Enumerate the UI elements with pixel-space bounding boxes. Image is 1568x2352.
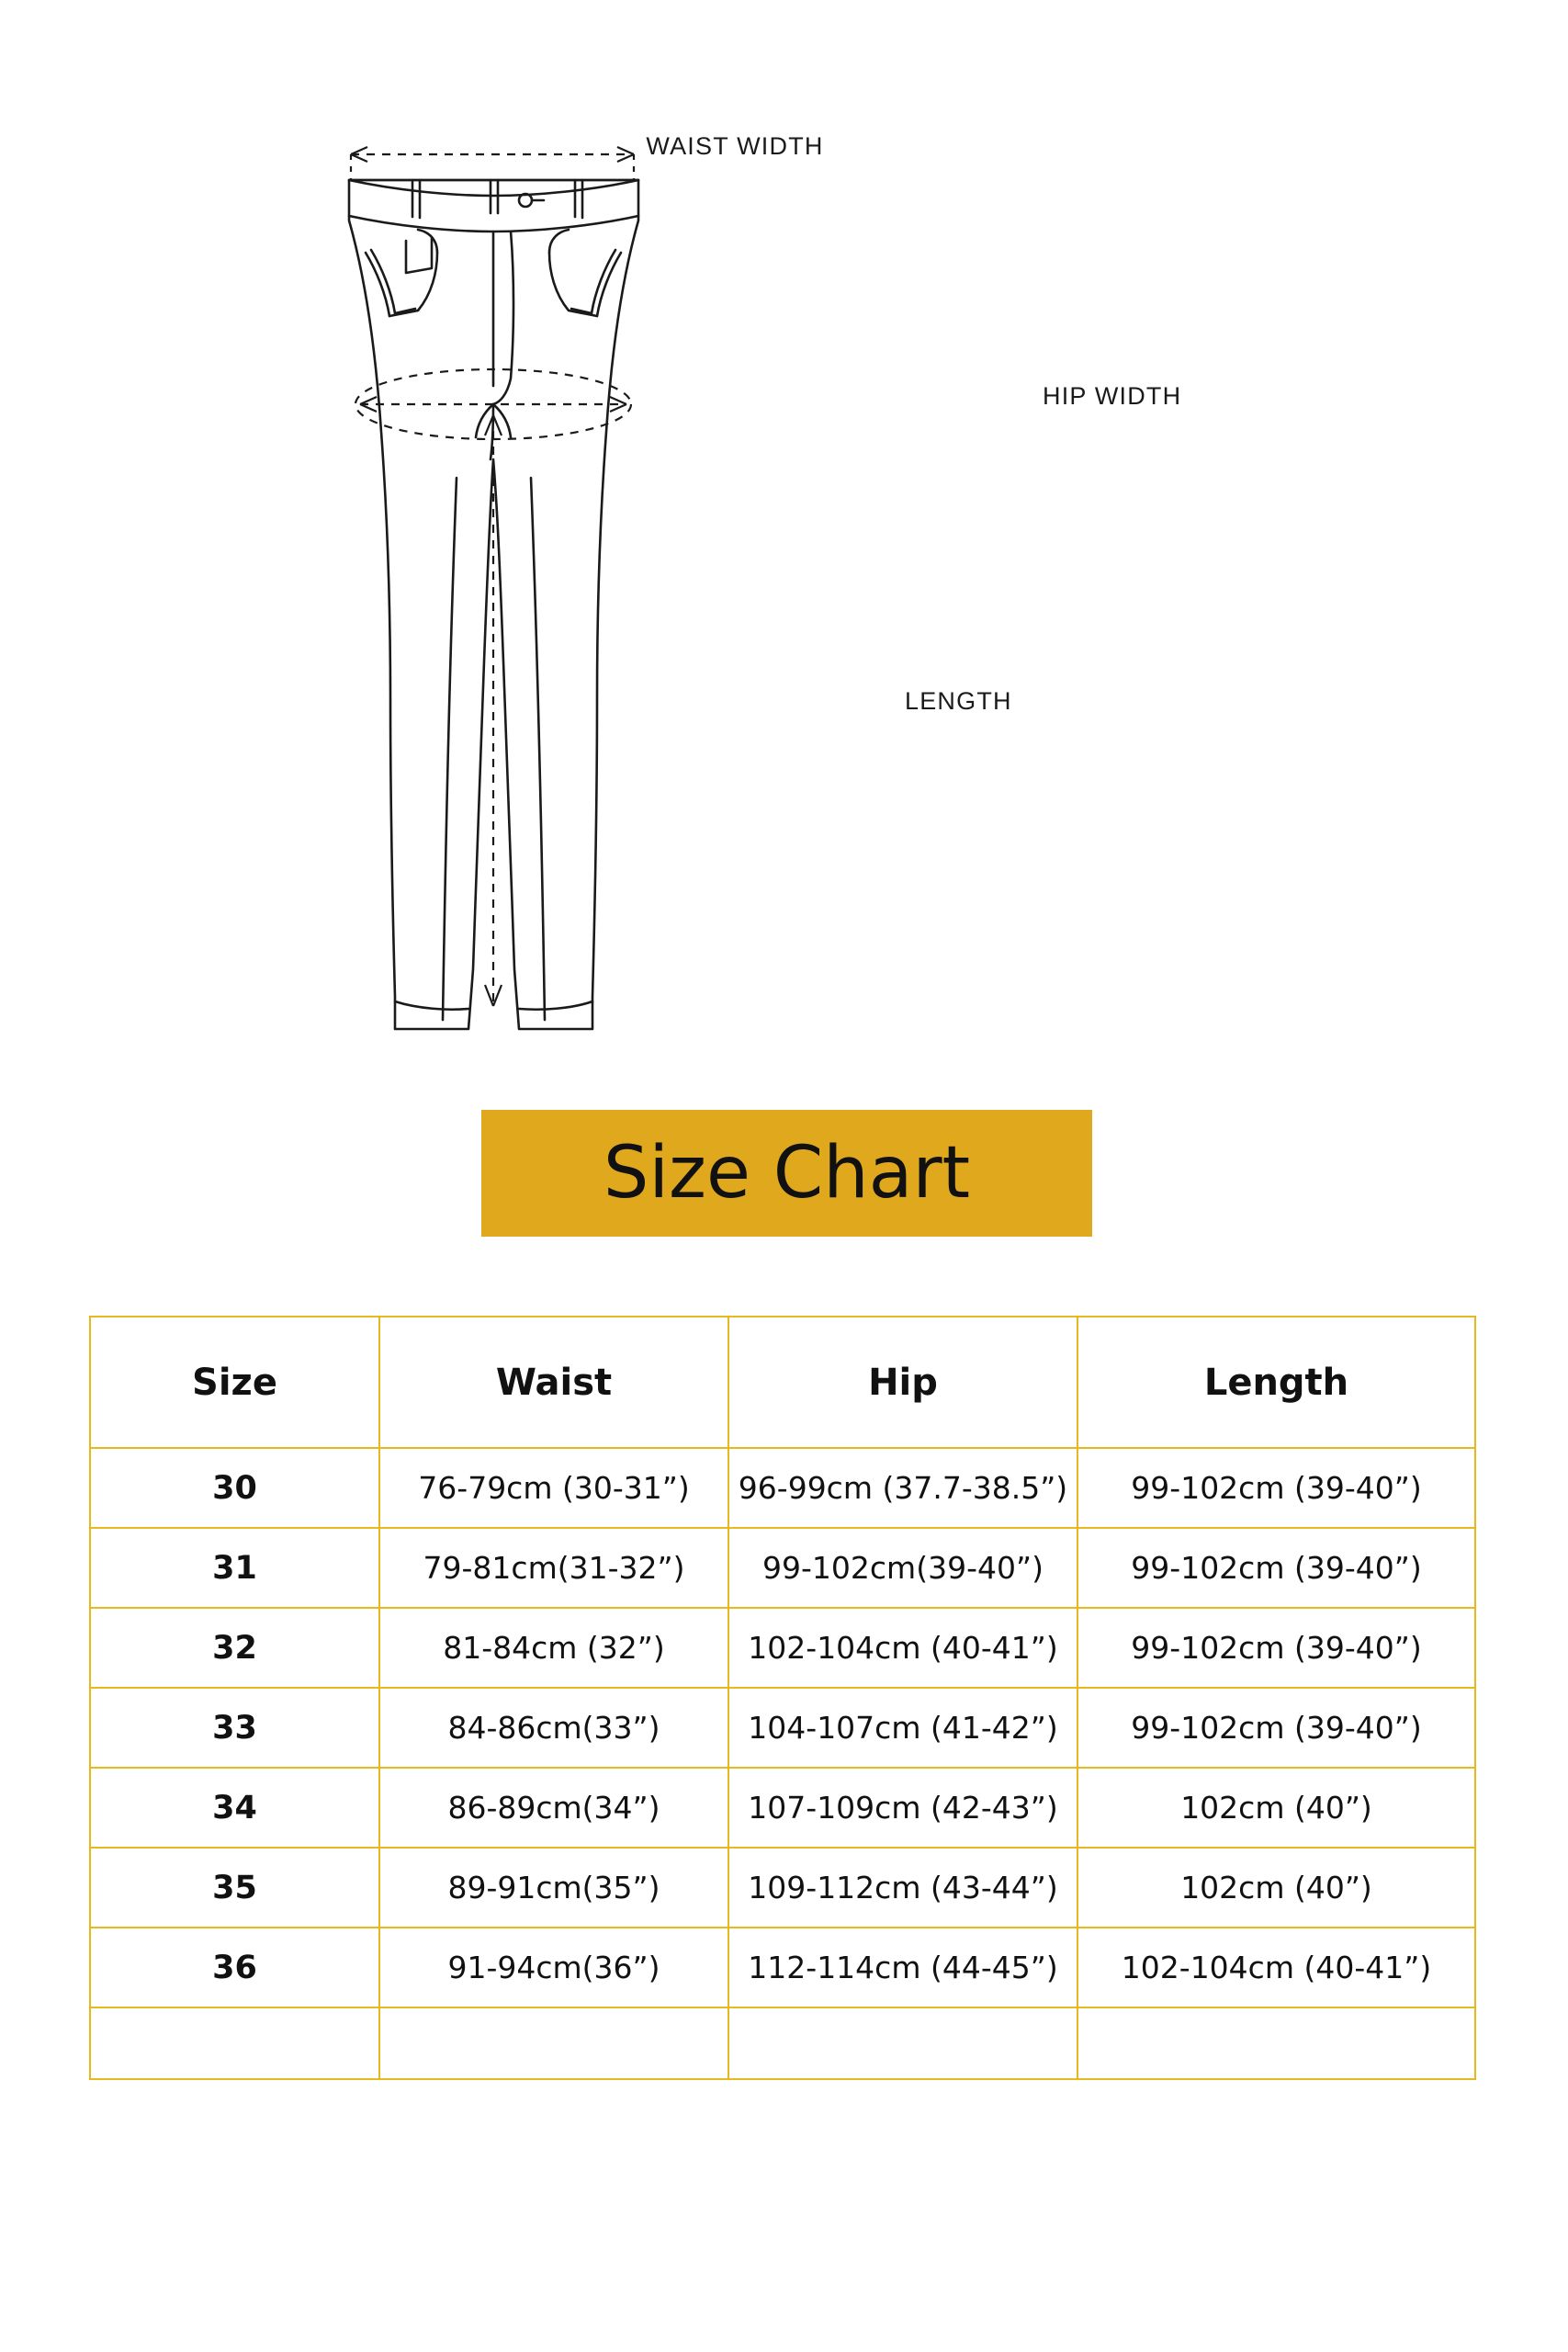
length-arrow [485,415,502,1006]
cell-length: 99-102cm (39-40”) [1077,1608,1475,1688]
column-header-size: Size [90,1317,379,1448]
size-chart-table-wrapper [89,1316,1474,2080]
cell-length: 99-102cm (39-40”) [1077,1688,1475,1768]
table-header-row [90,1317,1475,1448]
jeans-technical-drawing [0,0,1568,1112]
cell-waist [379,2007,728,2079]
cell-length: 102-104cm (40-41”) [1077,1928,1475,2007]
waist-width-label: WAIST WIDTH [646,132,824,160]
table-row [90,1608,1475,1688]
column-header-length: Length [1077,1317,1475,1448]
cell-size: 30 [90,1448,379,1528]
cell-length: 99-102cm (39-40”) [1077,1448,1475,1528]
cell-hip: 109-112cm (43-44”) [728,1848,1077,1928]
column-header-waist: Waist [379,1317,728,1448]
jeans-measurement-diagram [0,0,1568,1112]
hip-width-label: HIP WIDTH [1043,382,1182,410]
cell-waist: 91-94cm(36”) [379,1928,728,2007]
cell-waist: 79-81cm(31-32”) [379,1528,728,1608]
page-title: Size Chart [603,1132,971,1215]
cell-length [1077,2007,1475,2079]
cell-hip: 96-99cm (37.7-38.5”) [728,1448,1077,1528]
cell-hip: 104-107cm (41-42”) [728,1688,1077,1768]
cell-length: 102cm (40”) [1077,1768,1475,1848]
table-row [90,1528,1475,1608]
cell-size: 33 [90,1688,379,1768]
cell-size: 31 [90,1528,379,1608]
cell-size: 34 [90,1768,379,1848]
cell-hip: 102-104cm (40-41”) [728,1608,1077,1688]
cell-waist: 86-89cm(34”) [379,1768,728,1848]
table-row [90,1688,1475,1768]
size-chart-title-banner [481,1110,1092,1237]
cell-hip: 99-102cm(39-40”) [728,1528,1077,1608]
size-chart-table [89,1316,1476,2080]
table-row [90,1768,1475,1848]
cell-waist: 76-79cm (30-31”) [379,1448,728,1528]
table-row [90,1928,1475,2007]
cell-hip: 112-114cm (44-45”) [728,1928,1077,2007]
cell-waist: 84-86cm(33”) [379,1688,728,1768]
column-header-hip: Hip [728,1317,1077,1448]
table-row-empty [90,2007,1475,2079]
cell-hip: 107-109cm (42-43”) [728,1768,1077,1848]
cell-waist: 89-91cm(35”) [379,1848,728,1928]
cell-size: 36 [90,1928,379,2007]
cell-length: 99-102cm (39-40”) [1077,1528,1475,1608]
table-row [90,1848,1475,1928]
waist-width-arrow [351,147,634,180]
cell-waist: 81-84cm (32”) [379,1608,728,1688]
hip-width-arrow [355,369,1015,439]
length-label: LENGTH [905,687,1012,715]
cell-size: 35 [90,1848,379,1928]
table-row [90,1448,1475,1528]
cell-hip [728,2007,1077,2079]
cell-length: 102cm (40”) [1077,1848,1475,1928]
cell-size: 32 [90,1608,379,1688]
cell-size [90,2007,379,2079]
